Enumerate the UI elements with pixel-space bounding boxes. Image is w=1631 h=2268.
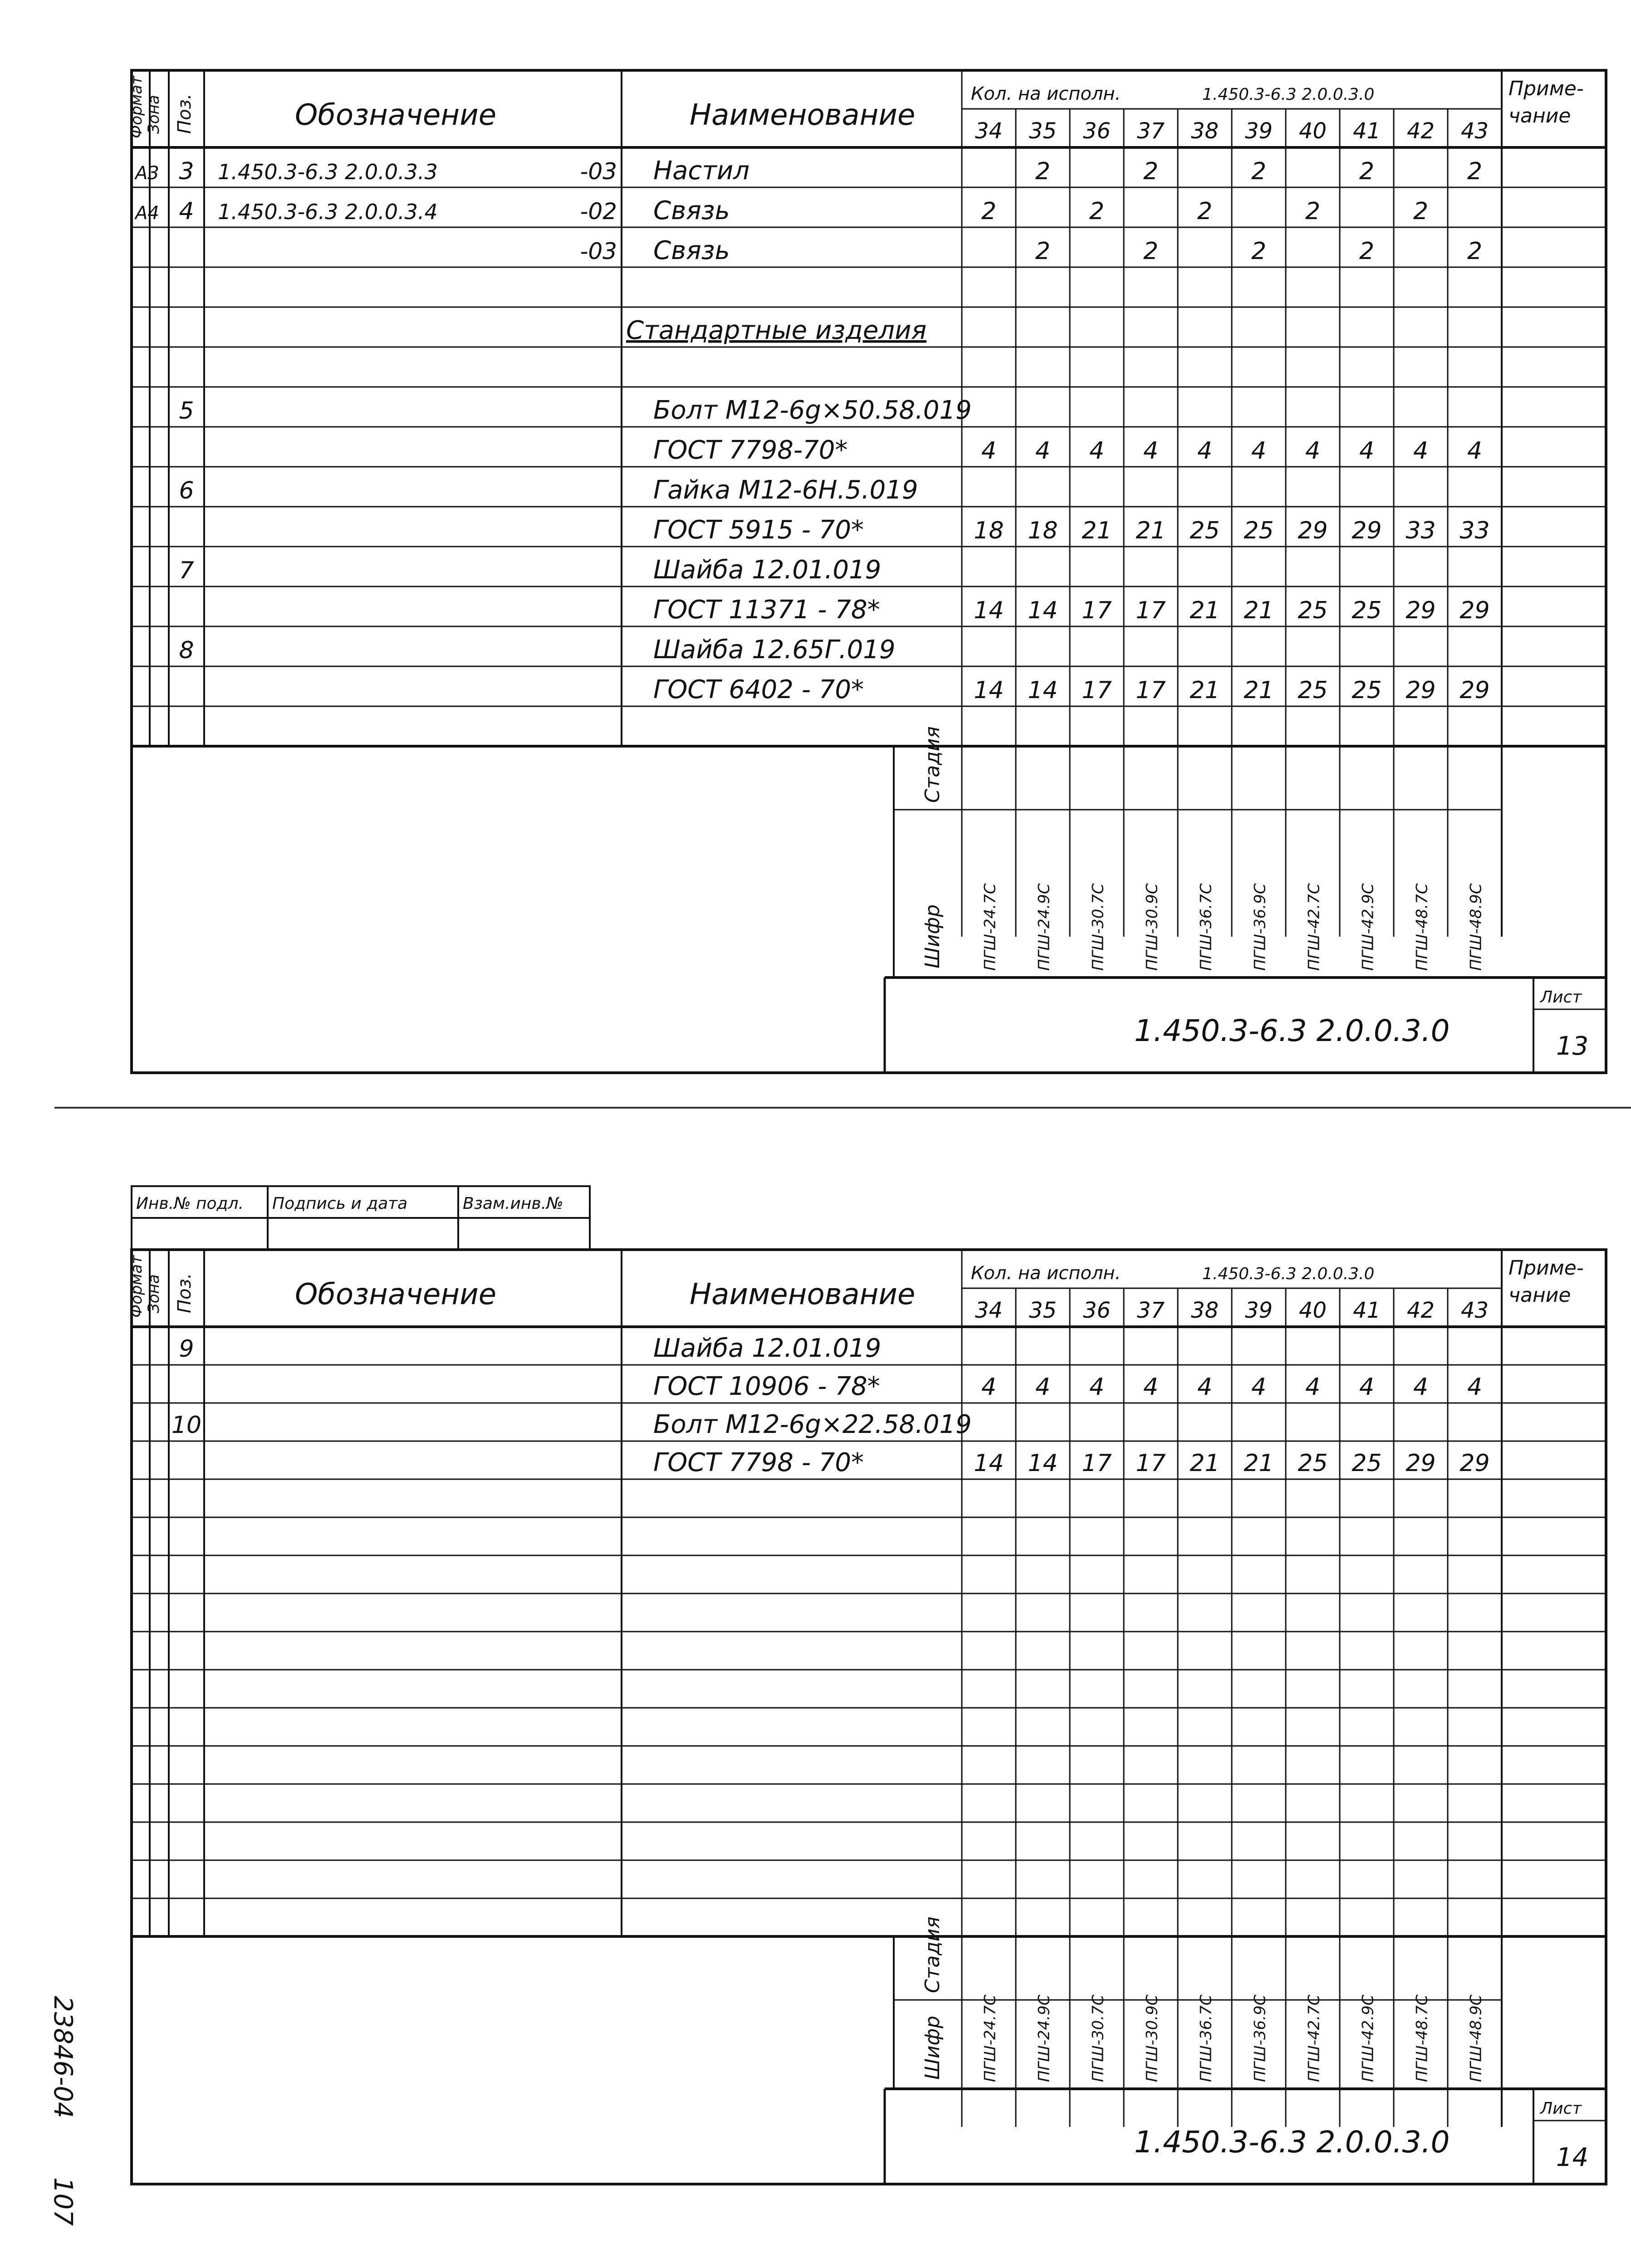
row-qty-7: 25: [1352, 597, 1382, 624]
variant-header-4: 38: [1190, 1298, 1219, 1323]
document-code: 1.450.3-6.3 2.0.0.3.0: [1134, 1013, 1450, 1048]
variant-header-9: 43: [1460, 118, 1489, 144]
row-name: Шайба 12.01.019: [653, 555, 882, 585]
row-qty-9: 33: [1460, 517, 1490, 544]
row-qty-3: 17: [1136, 1450, 1166, 1477]
cipher-code-0: ПГШ-24.7С: [981, 1994, 999, 2082]
row-qty-3: 2: [1143, 238, 1159, 265]
cipher-label: Шифр: [921, 904, 944, 968]
stamp-strip-lower: [132, 1218, 590, 1250]
row-qty-3: 17: [1136, 597, 1166, 624]
row-qty-5: 4: [1251, 437, 1267, 464]
row-qty-5: 21: [1244, 597, 1274, 624]
stage-label: Стадия: [921, 1916, 944, 1993]
row-qty-4: 25: [1190, 517, 1220, 544]
row-qty-1: 2: [1035, 158, 1051, 185]
cipher-code-1: ПГШ-24.9С: [1035, 1994, 1053, 2082]
variant-header-3: 37: [1136, 1298, 1165, 1323]
row-qty-0: 4: [981, 1374, 997, 1401]
column-pos-header: Поз.: [174, 1273, 195, 1313]
column-note-header-top: Приме-: [1509, 1256, 1584, 1280]
row-position: 4: [179, 198, 194, 225]
row-designation: 1.450.3-6.3 2.0.0.3.3: [218, 160, 438, 184]
row-qty-8: 29: [1406, 597, 1436, 624]
archive-stamp-vertical: [27, 1987, 82, 2259]
row-qty-3: 21: [1136, 517, 1166, 544]
row-qty-6: 4: [1305, 1374, 1321, 1401]
cipher-code-0: ПГШ-24.7С: [981, 883, 999, 971]
row-qty-3: 4: [1143, 437, 1159, 464]
cipher-code-7: ПГШ-42.9С: [1359, 883, 1377, 971]
row-qty-8: 29: [1406, 1450, 1436, 1477]
row-qty-9: 4: [1467, 437, 1483, 464]
row-qty-6: 25: [1298, 677, 1328, 704]
row-qty-2: 17: [1082, 677, 1112, 704]
row-qty-0: 14: [974, 1450, 1004, 1477]
stamp-sign-label: Подпись и дата: [272, 1194, 408, 1213]
variant-header-5: 39: [1244, 1298, 1273, 1323]
row-qty-4: 2: [1197, 198, 1213, 225]
row-qty-8: 2: [1413, 198, 1429, 225]
row-format: А3: [135, 163, 159, 184]
spec-table-13: [127, 66, 1606, 1077]
row-name: ГОСТ 10906 - 78*: [653, 1372, 880, 1401]
row-qty-4: 4: [1197, 1374, 1213, 1401]
row-qty-5: 21: [1244, 1450, 1274, 1477]
row-qty-3: 2: [1143, 158, 1159, 185]
stamp-inv2-label: Взам.инв.№: [463, 1194, 563, 1213]
row-qty-7: 2: [1359, 158, 1375, 185]
row-position: 9: [179, 1335, 194, 1363]
row-designation-suffix: -03: [580, 238, 617, 264]
row-qty-2: 4: [1089, 1374, 1105, 1401]
row-qty-8: 4: [1413, 1374, 1429, 1401]
row-designation-suffix: -03: [580, 158, 617, 185]
row-position: 6: [179, 477, 194, 504]
row-name: Стандартные изделия: [626, 316, 927, 345]
row-name: ГОСТ 7798 - 70*: [653, 1448, 864, 1477]
row-position: 7: [179, 557, 194, 584]
cipher-code-5: ПГШ-36.9С: [1251, 1994, 1269, 2082]
qty-header-prefix: Кол. на исполн.: [971, 83, 1121, 104]
row-name: ГОСТ 5915 - 70*: [653, 515, 864, 545]
row-designation-suffix: -02: [580, 198, 617, 225]
variant-header-4: 38: [1190, 118, 1219, 144]
row-name: Настил: [653, 156, 750, 186]
row-qty-9: 2: [1467, 158, 1483, 185]
row-name: Гайка М12-6Н.5.019: [653, 475, 918, 505]
row-qty-5: 2: [1251, 158, 1267, 185]
row-qty-9: 29: [1460, 597, 1490, 624]
cipher-code-1: ПГШ-24.9С: [1035, 883, 1053, 971]
row-qty-3: 17: [1136, 677, 1166, 704]
variant-header-3: 37: [1136, 118, 1165, 144]
column-note-header-bottom: чание: [1509, 1284, 1571, 1307]
row-qty-7: 29: [1352, 517, 1382, 544]
row-qty-2: 2: [1089, 198, 1105, 225]
variant-header-6: 40: [1298, 118, 1327, 144]
variant-header-8: 42: [1406, 118, 1435, 144]
column-name-header: Наименование: [690, 98, 916, 132]
row-qty-9: 2: [1467, 238, 1483, 265]
row-designation: 1.450.3-6.3 2.0.0.3.4: [218, 200, 438, 224]
column-zone-header: Зона: [145, 1274, 163, 1313]
variant-header-9: 43: [1460, 1298, 1489, 1323]
sheet-label: Лист: [1540, 988, 1582, 1007]
cipher-code-9: ПГШ-48.9С: [1467, 883, 1485, 971]
cipher-code-8: ПГШ-48.7С: [1413, 883, 1431, 971]
archive-number: 23846-04: [48, 1996, 78, 2118]
column-note-header-bottom: чание: [1509, 104, 1571, 127]
row-name: Связь: [653, 196, 730, 225]
row-qty-9: 29: [1460, 677, 1490, 704]
row-qty-4: 21: [1190, 677, 1220, 704]
qty-header-prefix: Кол. на исполн.: [971, 1263, 1121, 1284]
qty-header-code: 1.450.3-6.3 2.0.0.3.0: [1202, 1265, 1375, 1283]
stage-label: Стадия: [921, 726, 944, 803]
cipher-code-5: ПГШ-36.9С: [1251, 883, 1269, 971]
row-name: ГОСТ 11371 - 78*: [653, 595, 880, 625]
row-qty-1: 4: [1035, 437, 1051, 464]
row-qty-6: 25: [1298, 597, 1328, 624]
row-name: Болт М12-6g×22.58.019: [653, 1410, 972, 1439]
column-note-header-top: Приме-: [1509, 77, 1584, 100]
column-pos-header: Поз.: [174, 93, 195, 134]
row-position: 3: [179, 158, 194, 185]
cipher-code-2: ПГШ-30.7С: [1089, 883, 1107, 971]
row-position: 8: [179, 637, 194, 664]
row-position: 10: [171, 1412, 202, 1439]
row-qty-1: 14: [1028, 597, 1058, 624]
row-qty-0: 2: [981, 198, 997, 225]
row-qty-0: 4: [981, 437, 997, 464]
row-format: А4: [135, 203, 159, 224]
variant-header-2: 36: [1082, 118, 1111, 144]
row-qty-2: 17: [1082, 1450, 1112, 1477]
row-qty-9: 4: [1467, 1374, 1483, 1401]
row-qty-7: 25: [1352, 1450, 1382, 1477]
row-name: Шайба 12.65Г.019: [653, 635, 896, 665]
variant-header-7: 41: [1352, 1298, 1381, 1323]
row-name: Шайба 12.01.019: [653, 1334, 882, 1363]
cipher-code-3: ПГШ-30.9С: [1143, 883, 1161, 971]
row-qty-0: 14: [974, 677, 1004, 704]
row-qty-4: 4: [1197, 437, 1213, 464]
row-qty-2: 17: [1082, 597, 1112, 624]
row-qty-5: 2: [1251, 238, 1267, 265]
cipher-code-7: ПГШ-42.9С: [1359, 1994, 1377, 2082]
row-qty-9: 29: [1460, 1450, 1490, 1477]
column-format-header: Формат: [127, 1255, 146, 1318]
row-qty-8: 4: [1413, 437, 1429, 464]
spec-sheet-13: [127, 66, 1606, 1077]
column-name-header: Наименование: [690, 1278, 916, 1311]
row-qty-7: 2: [1359, 238, 1375, 265]
cipher-code-4: ПГШ-36.7С: [1197, 883, 1215, 971]
row-qty-0: 14: [974, 597, 1004, 624]
row-qty-0: 18: [974, 517, 1004, 544]
row-qty-7: 4: [1359, 437, 1375, 464]
column-designation-header: Обозначение: [295, 1278, 497, 1311]
column-designation-header: Обозначение: [295, 98, 497, 132]
row-qty-1: 4: [1035, 1374, 1051, 1401]
stamp-inv-label: Инв.№ подл.: [136, 1194, 244, 1213]
column-zone-header: Зона: [145, 95, 163, 134]
row-name: Связь: [653, 236, 730, 265]
row-qty-2: 21: [1082, 517, 1112, 544]
row-qty-4: 21: [1190, 597, 1220, 624]
row-qty-1: 2: [1035, 238, 1051, 265]
variant-header-1: 35: [1029, 1298, 1057, 1323]
row-qty-6: 4: [1305, 437, 1321, 464]
row-qty-1: 14: [1028, 1450, 1058, 1477]
row-qty-1: 14: [1028, 677, 1058, 704]
row-name: ГОСТ 7798-70*: [653, 435, 848, 465]
row-qty-6: 2: [1305, 198, 1321, 225]
spec-table-14: [127, 1186, 1606, 2189]
sheet-label: Лист: [1540, 2099, 1582, 2118]
row-qty-1: 18: [1028, 517, 1058, 544]
row-qty-6: 25: [1298, 1450, 1328, 1477]
qty-header-code: 1.450.3-6.3 2.0.0.3.0: [1202, 85, 1375, 104]
variant-header-1: 35: [1029, 118, 1057, 144]
row-qty-8: 29: [1406, 677, 1436, 704]
cipher-code-9: ПГШ-48.9С: [1467, 1994, 1485, 2082]
variant-header-0: 34: [975, 1298, 1003, 1323]
sheet-number: 13: [1556, 1031, 1589, 1061]
row-qty-6: 29: [1298, 517, 1328, 544]
row-qty-5: 4: [1251, 1374, 1267, 1401]
row-name: Болт М12-6g×50.58.019: [653, 396, 972, 425]
row-qty-7: 25: [1352, 677, 1382, 704]
page-separator: [54, 1107, 1631, 1109]
document-code: 1.450.3-6.3 2.0.0.3.0: [1134, 2125, 1450, 2160]
row-qty-3: 4: [1143, 1374, 1159, 1401]
sheet-number: 14: [1556, 2143, 1589, 2172]
variant-header-0: 34: [975, 118, 1003, 144]
row-qty-2: 4: [1089, 437, 1105, 464]
cipher-label: Шифр: [921, 2015, 944, 2080]
variant-header-8: 42: [1406, 1298, 1435, 1323]
row-position: 5: [179, 397, 194, 425]
row-qty-5: 25: [1244, 517, 1274, 544]
cipher-code-4: ПГШ-36.7С: [1197, 1994, 1215, 2082]
variant-header-7: 41: [1352, 118, 1381, 144]
cipher-code-6: ПГШ-42.7С: [1305, 883, 1323, 971]
row-qty-4: 21: [1190, 1450, 1220, 1477]
row-qty-8: 33: [1406, 517, 1436, 544]
variant-header-5: 39: [1244, 118, 1273, 144]
cipher-code-2: ПГШ-30.7С: [1089, 1994, 1107, 2082]
cipher-code-8: ПГШ-48.7С: [1413, 1994, 1431, 2082]
cipher-code-3: ПГШ-30.9С: [1143, 1994, 1161, 2082]
variant-header-6: 40: [1298, 1298, 1327, 1323]
cipher-code-6: ПГШ-42.7С: [1305, 1994, 1323, 2082]
row-name: ГОСТ 6402 - 70*: [653, 675, 864, 704]
column-format-header: Формат: [127, 76, 146, 138]
row-qty-5: 21: [1244, 677, 1274, 704]
variant-header-2: 36: [1082, 1298, 1111, 1323]
spec-sheet-14: [127, 1186, 1606, 2189]
page-number: 107: [48, 2177, 78, 2226]
row-qty-7: 4: [1359, 1374, 1375, 1401]
